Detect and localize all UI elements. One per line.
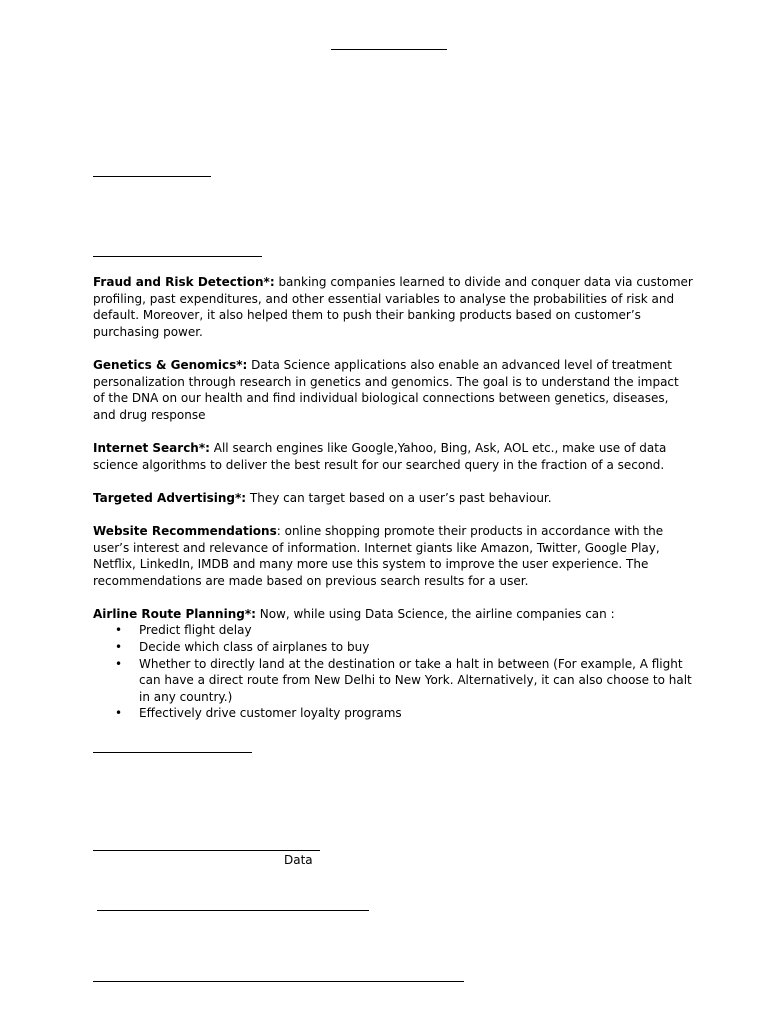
section-internet-search — [93, 440, 693, 473]
title-underline — [331, 49, 447, 50]
list-item-text: Decide which class of airplanes to buy — [139, 640, 370, 655]
bullet-list — [93, 622, 693, 722]
section-airline-route-planning — [93, 606, 693, 722]
section-genetics — [93, 357, 693, 423]
list-item — [115, 639, 693, 656]
footer-label: Data — [284, 853, 313, 867]
subheading-underline-4 — [93, 850, 320, 851]
section-term: Internet Search*: — [93, 440, 210, 455]
section-text: : online shopping promote their products in accordance with the user’s interest and relevance of information. Internet giants like Amazon, Twitter, Google Play, Netflix, LinkedIn, IMDB and many more use this system to improve the user experience. The recommendations are made based on previous search results for a user. — [93, 523, 664, 588]
subheading-underline-2 — [93, 256, 262, 257]
section-term: Fraud and Risk Detection*: — [93, 275, 275, 289]
section-fraud-risk — [93, 274, 693, 340]
footer-line-1 — [97, 910, 369, 911]
section-term: Targeted Advertising*: — [93, 490, 247, 505]
bullet-icon: • — [115, 656, 123, 671]
list-item — [115, 656, 693, 706]
bullet-icon: • — [115, 640, 123, 655]
section-targeted-advertising — [93, 490, 693, 507]
document-body — [93, 274, 693, 739]
list-item — [115, 622, 693, 639]
list-item-text: Effectively drive customer loyalty programs — [139, 706, 402, 721]
section-text: Data Science applications also enable an advanced level of treatment personalization through research in genetics and genomics. The goal is to understand the impact of the DNA on our health and find individual biological connections between genetics, diseases, and drug response — [93, 357, 679, 422]
list-item — [115, 705, 693, 722]
footer-line-2 — [93, 981, 464, 982]
section-text: banking companies learned to divide and conquer data via customer profiling, past expenditures, and other essential variables to analyse the probabilities of risk and default. Moreover, it also helped them to push their banking products based on customer’s purchasing power. — [93, 275, 693, 339]
bullet-icon: • — [115, 706, 123, 721]
list-item-text: Whether to directly land at the destination or take a halt in between (For example, A flight can have a direct route from New Delhi to New York. Alternatively, it can also choose to halt in any country.) — [139, 656, 692, 704]
section-text: All search engines like Google,Yahoo, Bing, Ask, AOL etc., make use of data science algorithms to deliver the best result for our searched query in the fraction of a second. — [93, 440, 667, 472]
bullet-icon: • — [115, 623, 123, 638]
section-term: Airline Route Planning*: — [93, 606, 256, 621]
subheading-underline-3 — [93, 752, 252, 753]
subheading-underline-1 — [93, 176, 211, 177]
section-text: Now, while using Data Science, the airline companies can : — [255, 606, 615, 621]
section-text: They can target based on a user’s past behaviour. — [246, 490, 552, 505]
section-term: Genetics & Genomics*: — [93, 357, 248, 372]
list-item-text: Predict flight delay — [139, 623, 252, 638]
section-term: Website Recommendations — [93, 523, 277, 538]
section-website-recommendations — [93, 523, 693, 589]
section-intro — [93, 606, 693, 623]
